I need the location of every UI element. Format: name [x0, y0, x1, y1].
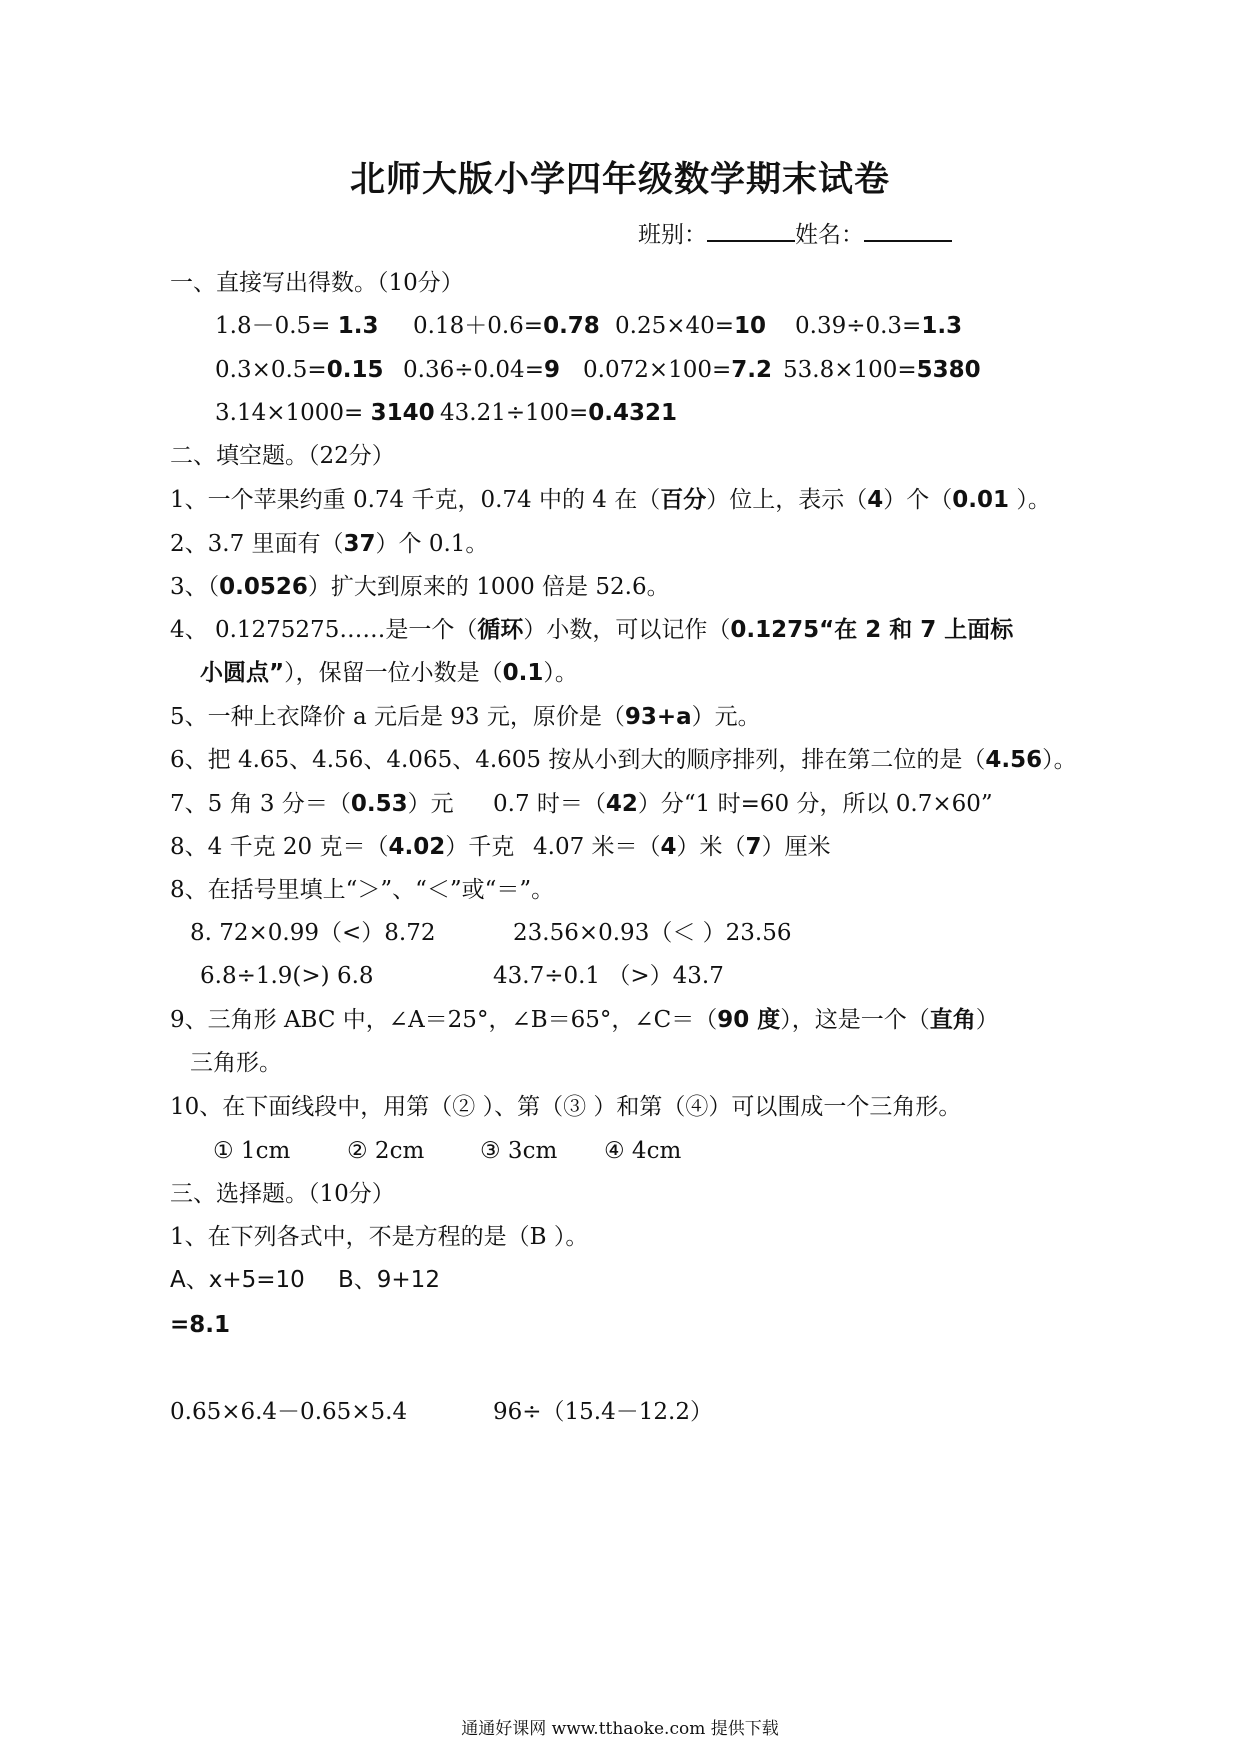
- question-2-7b: 0.7 时＝（42）分“1 时=60 分，所以 0.7×60”: [493, 791, 993, 817]
- calc-expression: 96÷（15.4－12.2）: [493, 1399, 713, 1425]
- question-2-3: 3、（0.0526）扩大到原来的 1000 倍是 52.6。: [170, 574, 670, 600]
- segment-option: ③ 3cm: [480, 1138, 558, 1164]
- question-2-8a: 8、4 千克 20 克＝（4.02）千克: [170, 834, 515, 860]
- question-2-9-cont: 三角形。: [190, 1050, 282, 1076]
- calc-item: 0.3×0.5=0.15: [215, 357, 384, 383]
- calc-item: 0.18＋0.6=0.78: [413, 313, 600, 339]
- segment-option: ② 2cm: [347, 1138, 425, 1164]
- calc-item: 3.14×1000= 3140: [215, 400, 435, 426]
- calc-item: 0.072×100=7.2: [583, 357, 773, 383]
- question-2-8-compare: 8、在括号里填上“＞”、“＜”或“＝”。: [170, 877, 555, 903]
- header-fields: [638, 218, 952, 250]
- question-3-1: 1、在下列各式中，不是方程的是（B ）。: [170, 1224, 589, 1250]
- section-1-heading: 一、直接写出得数。（10分）: [170, 270, 464, 296]
- section-3-heading: 三、选择题。（10分）: [170, 1181, 395, 1207]
- segment-option: ① 1cm: [213, 1138, 291, 1164]
- option-b: B、9+12: [338, 1267, 440, 1293]
- calc-item: 1.8－0.5= 1.3: [215, 313, 379, 339]
- question-2-4-cont: 小圆点”），保留一位小数是（0.1）。: [200, 660, 578, 686]
- calc-expression: 0.65×6.4－0.65×5.4: [170, 1399, 408, 1425]
- calc-item: 0.36÷0.04=9: [403, 357, 560, 383]
- calc-item: 0.25×40=10: [615, 313, 767, 339]
- question-2-10: 10、在下面线段中，用第（② ）、第（③ ）和第（④）可以围成一个三角形。: [170, 1094, 962, 1120]
- calc-item: 53.8×100=5380: [783, 357, 981, 383]
- section-2-heading: 二、填空题。（22分）: [170, 443, 395, 469]
- compare-item: 43.7÷0.1 （>）43.7: [493, 963, 724, 989]
- class-blank[interactable]: [707, 218, 795, 242]
- compare-item: 23.56×0.93（＜ ）23.56: [513, 920, 792, 946]
- question-2-9: 9、三角形 ABC 中，∠A＝25°，∠B＝65°，∠C＝（90 度），这是一个（直角）: [170, 1007, 999, 1033]
- name-label: 姓名：: [795, 222, 864, 248]
- question-2-5: 5、一种上衣降价 a 元后是 93 元，原价是（93+a）元。: [170, 704, 761, 730]
- question-2-7a: 7、5 角 3 分＝（0.53）元: [170, 791, 454, 817]
- footer-credit: 通通好课网 www.tthaoke.com 提供下载: [461, 1719, 779, 1739]
- calc-item: 0.39÷0.3=1.3: [795, 313, 963, 339]
- compare-item: 8. 72×0.99（<）8.72: [190, 920, 436, 946]
- question-2-8b: 4.07 米＝（4）米（7）厘米: [533, 834, 831, 860]
- compare-item: 6.8÷1.9(>) 6.8: [200, 963, 374, 989]
- question-2-4: 4、 0.1275275……是一个（循环）小数，可以记作（0.1275“在 2 和 7 上面标: [170, 617, 1014, 643]
- question-2-6: 6、把 4.65、4.56、4.065、4.605 按从小到大的顺序排列，排在第二位的是（4.56）。: [170, 747, 1077, 773]
- page-title: 北师大版小学四年级数学期末试卷: [349, 160, 890, 200]
- name-blank[interactable]: [864, 218, 952, 242]
- question-2-2: 2、3.7 里面有（37）个 0.1。: [170, 531, 489, 557]
- option-a: A、x+5=10: [170, 1267, 305, 1293]
- class-label: 班别：: [638, 222, 707, 248]
- calc-item: 43.21÷100=0.4321: [440, 400, 678, 426]
- equation-fragment: =8.1: [170, 1312, 231, 1338]
- question-2-1: 1、一个苹果约重 0.74 千克，0.74 中的 4 在（百分）位上，表示（4）个（0.01 ）。: [170, 487, 1051, 513]
- segment-option: ④ 4cm: [604, 1138, 682, 1164]
